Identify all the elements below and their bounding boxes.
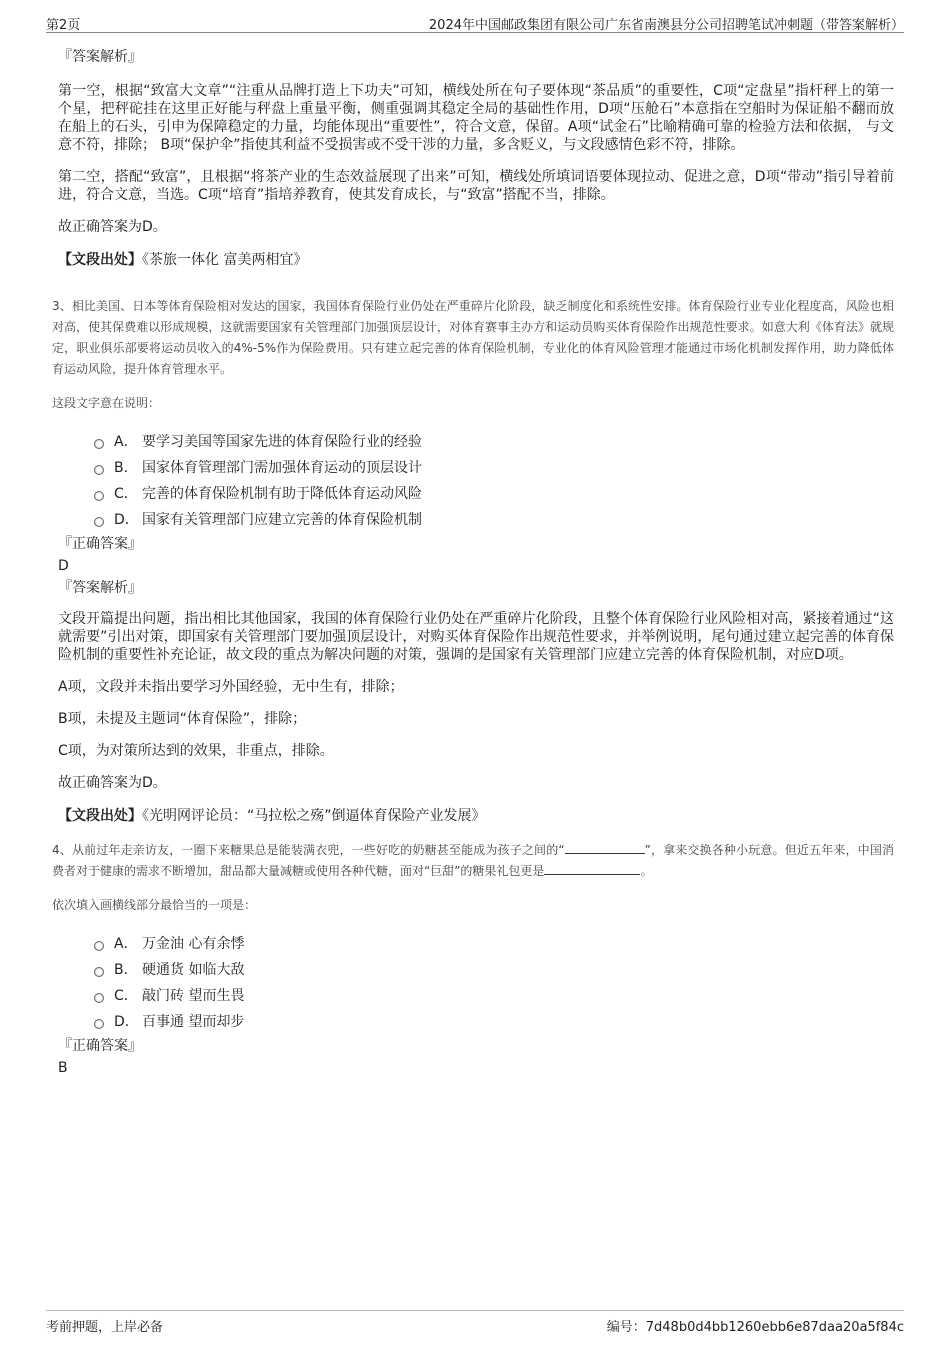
option-c[interactable]: C． 敲门砖 望而生畏 — [94, 982, 894, 1008]
source-label: 【文段出处】 — [58, 252, 142, 268]
question-4-prompt: 依次填入画横线部分最恰当的一项是： — [52, 898, 257, 912]
radio-button[interactable] — [94, 465, 104, 475]
passage-source — [58, 806, 894, 826]
radio-button[interactable] — [94, 439, 104, 449]
radio-button[interactable] — [94, 1019, 104, 1029]
source-title: 《光明网评论员：“马拉松之殇”倒逼体育保险产业发展》 — [142, 808, 486, 824]
analysis-paragraph: C项，为对策所达到的效果，非重点，排除。 — [58, 743, 334, 759]
radio-button[interactable] — [94, 491, 104, 501]
correct-answer: B — [58, 1060, 68, 1076]
analysis-paragraph: A项，文段并未指出要学习外国经验，无中生有，排除； — [58, 679, 404, 695]
option-d[interactable]: D． 百事通 望而却步 — [94, 1008, 894, 1034]
question-4-options — [94, 930, 894, 1034]
footer-slogan: 考前押题，上岸必备 — [46, 1320, 164, 1335]
question-3-options — [94, 428, 894, 532]
radio-button[interactable] — [94, 941, 104, 951]
correct-answer-label: 『正确答案』 — [58, 1038, 142, 1054]
correct-answer-label: 『正确答案』 — [58, 536, 142, 552]
answer-blank — [565, 841, 645, 854]
page-footer — [46, 1310, 904, 1333]
analysis-label: 『答案解析』 — [58, 49, 142, 65]
question-3-prompt: 这段文字意在说明： — [52, 396, 161, 410]
document-id: 编号：7d48b0d4bb1260ebb6e87daa20a5f84c — [606, 1320, 904, 1335]
main-content — [52, 46, 894, 1080]
analysis-paragraph: 第一空，根据“致富大文章”“注重从品牌打造上下功夫”可知，横线处所在句子要体现“茶品质”的重要性，C项“定盘星”指杆秤上的第一个星，把秤砣挂在这里正好能与秤盘上重量平衡，侧重强调其稳定全局的基础性作用，D项“压舱石”本意指在空船时为保证船不翻而放在船上的石头，引申为保障稳定的力量，均能体现出“重要性”，符合文意，保留。A项“试金石”比喻精确可靠的检验方法和依据， 与文意不符，排除； B项“保护伞”指使其利益不受损害或不受干涉的力量，多含贬义，与文段感情色彩不符，排除。 — [58, 83, 894, 153]
analysis-paragraph: 文段开篇提出问题，指出相比其他国家，我国的体育保险行业仍处在严重碎片化阶段，且整个体育保险行业风险相对高，紧接着通过“这就需要”引出对策，即国家有关管理部门要加强顶层设计，对购买体育保险作出规范性要求，并举例说明，尾句通过建立起完善的体育保险机制的重要性补充论证，故文段的重点为解决问题的对策，强调的是国家有关管理部门应建立完善的体育保险机制，对应D项。 — [58, 611, 894, 663]
question-4-text: 4、从前过年走亲访友，一圈下来糖果总是能装满衣兜，一些好吃的奶糖甚至能成为孩子之间的“ ”，拿来交换各种小玩意。但近五年来，中国消费者对于健康的需求不断增加，甜品都大量减糖或使用各种代糖，面对“巨甜”的糖果礼包更是 。 — [52, 843, 894, 878]
document-title: 2024年中国邮政集团有限公司广东省南澳县分公司招聘笔试冲刺题（带答案解析） — [428, 18, 904, 33]
analysis-paragraph: B项，未提及主题词“体育保险”，排除； — [58, 711, 307, 727]
option-d[interactable]: D． 国家有关管理部门应建立完善的体育保险机制 — [94, 506, 894, 532]
question-3-text: 3、相比美国、日本等体育保险相对发达的国家，我国体育保险行业仍处在严重碎片化阶段，缺乏制度化和系统性安排。体育保险行业专业化程度高，风险也相对高，使其保费难以形成规模，这就需要国家有关管理部门加强顶层设计，对体育赛事主办方和运动员购买体育保险作出规范性要求。如意大利《体育法》就规定，职业俱乐部要将运动员收入的4%-5%作为保险费用。只有建立起完善的体育保险机制，专业化的体育风险管理才能通过市场化机制发挥作用，助力降低体育运动风险，提升体育管理水平。 — [52, 299, 894, 376]
option-a[interactable]: A． 万金油 心有余悸 — [94, 930, 894, 956]
page-number: 第2页 — [46, 18, 81, 33]
radio-button[interactable] — [94, 967, 104, 977]
analysis-conclusion: 故正确答案为D。 — [58, 219, 167, 235]
option-c[interactable]: C． 完善的体育保险机制有助于降低体育运动风险 — [94, 480, 894, 506]
radio-button[interactable] — [94, 517, 104, 527]
passage-source — [58, 250, 894, 270]
analysis-label: 『答案解析』 — [58, 580, 142, 596]
analysis-conclusion: 故正确答案为D。 — [58, 775, 167, 791]
source-title: 《茶旅一体化 富美两相宜》 — [142, 252, 308, 268]
answer-blank — [544, 862, 640, 875]
page-header — [46, 12, 904, 33]
correct-answer: D — [58, 558, 69, 574]
radio-button[interactable] — [94, 993, 104, 1003]
option-b[interactable]: B． 硬通货 如临大敌 — [94, 956, 894, 982]
option-b[interactable]: B． 国家体育管理部门需加强体育运动的顶层设计 — [94, 454, 894, 480]
source-label: 【文段出处】 — [58, 808, 142, 824]
analysis-paragraph: 第二空，搭配“致富”，且根据“将茶产业的生态效益展现了出来”可知，横线处所填词语要体现拉动、促进之意，D项“带动”指引导着前进，符合文意，当选。C项“培育”指培养教育，使其发育成长，与“致富”搭配不当，排除。 — [58, 169, 894, 203]
option-a[interactable]: A． 要学习美国等国家先进的体育保险行业的经验 — [94, 428, 894, 454]
